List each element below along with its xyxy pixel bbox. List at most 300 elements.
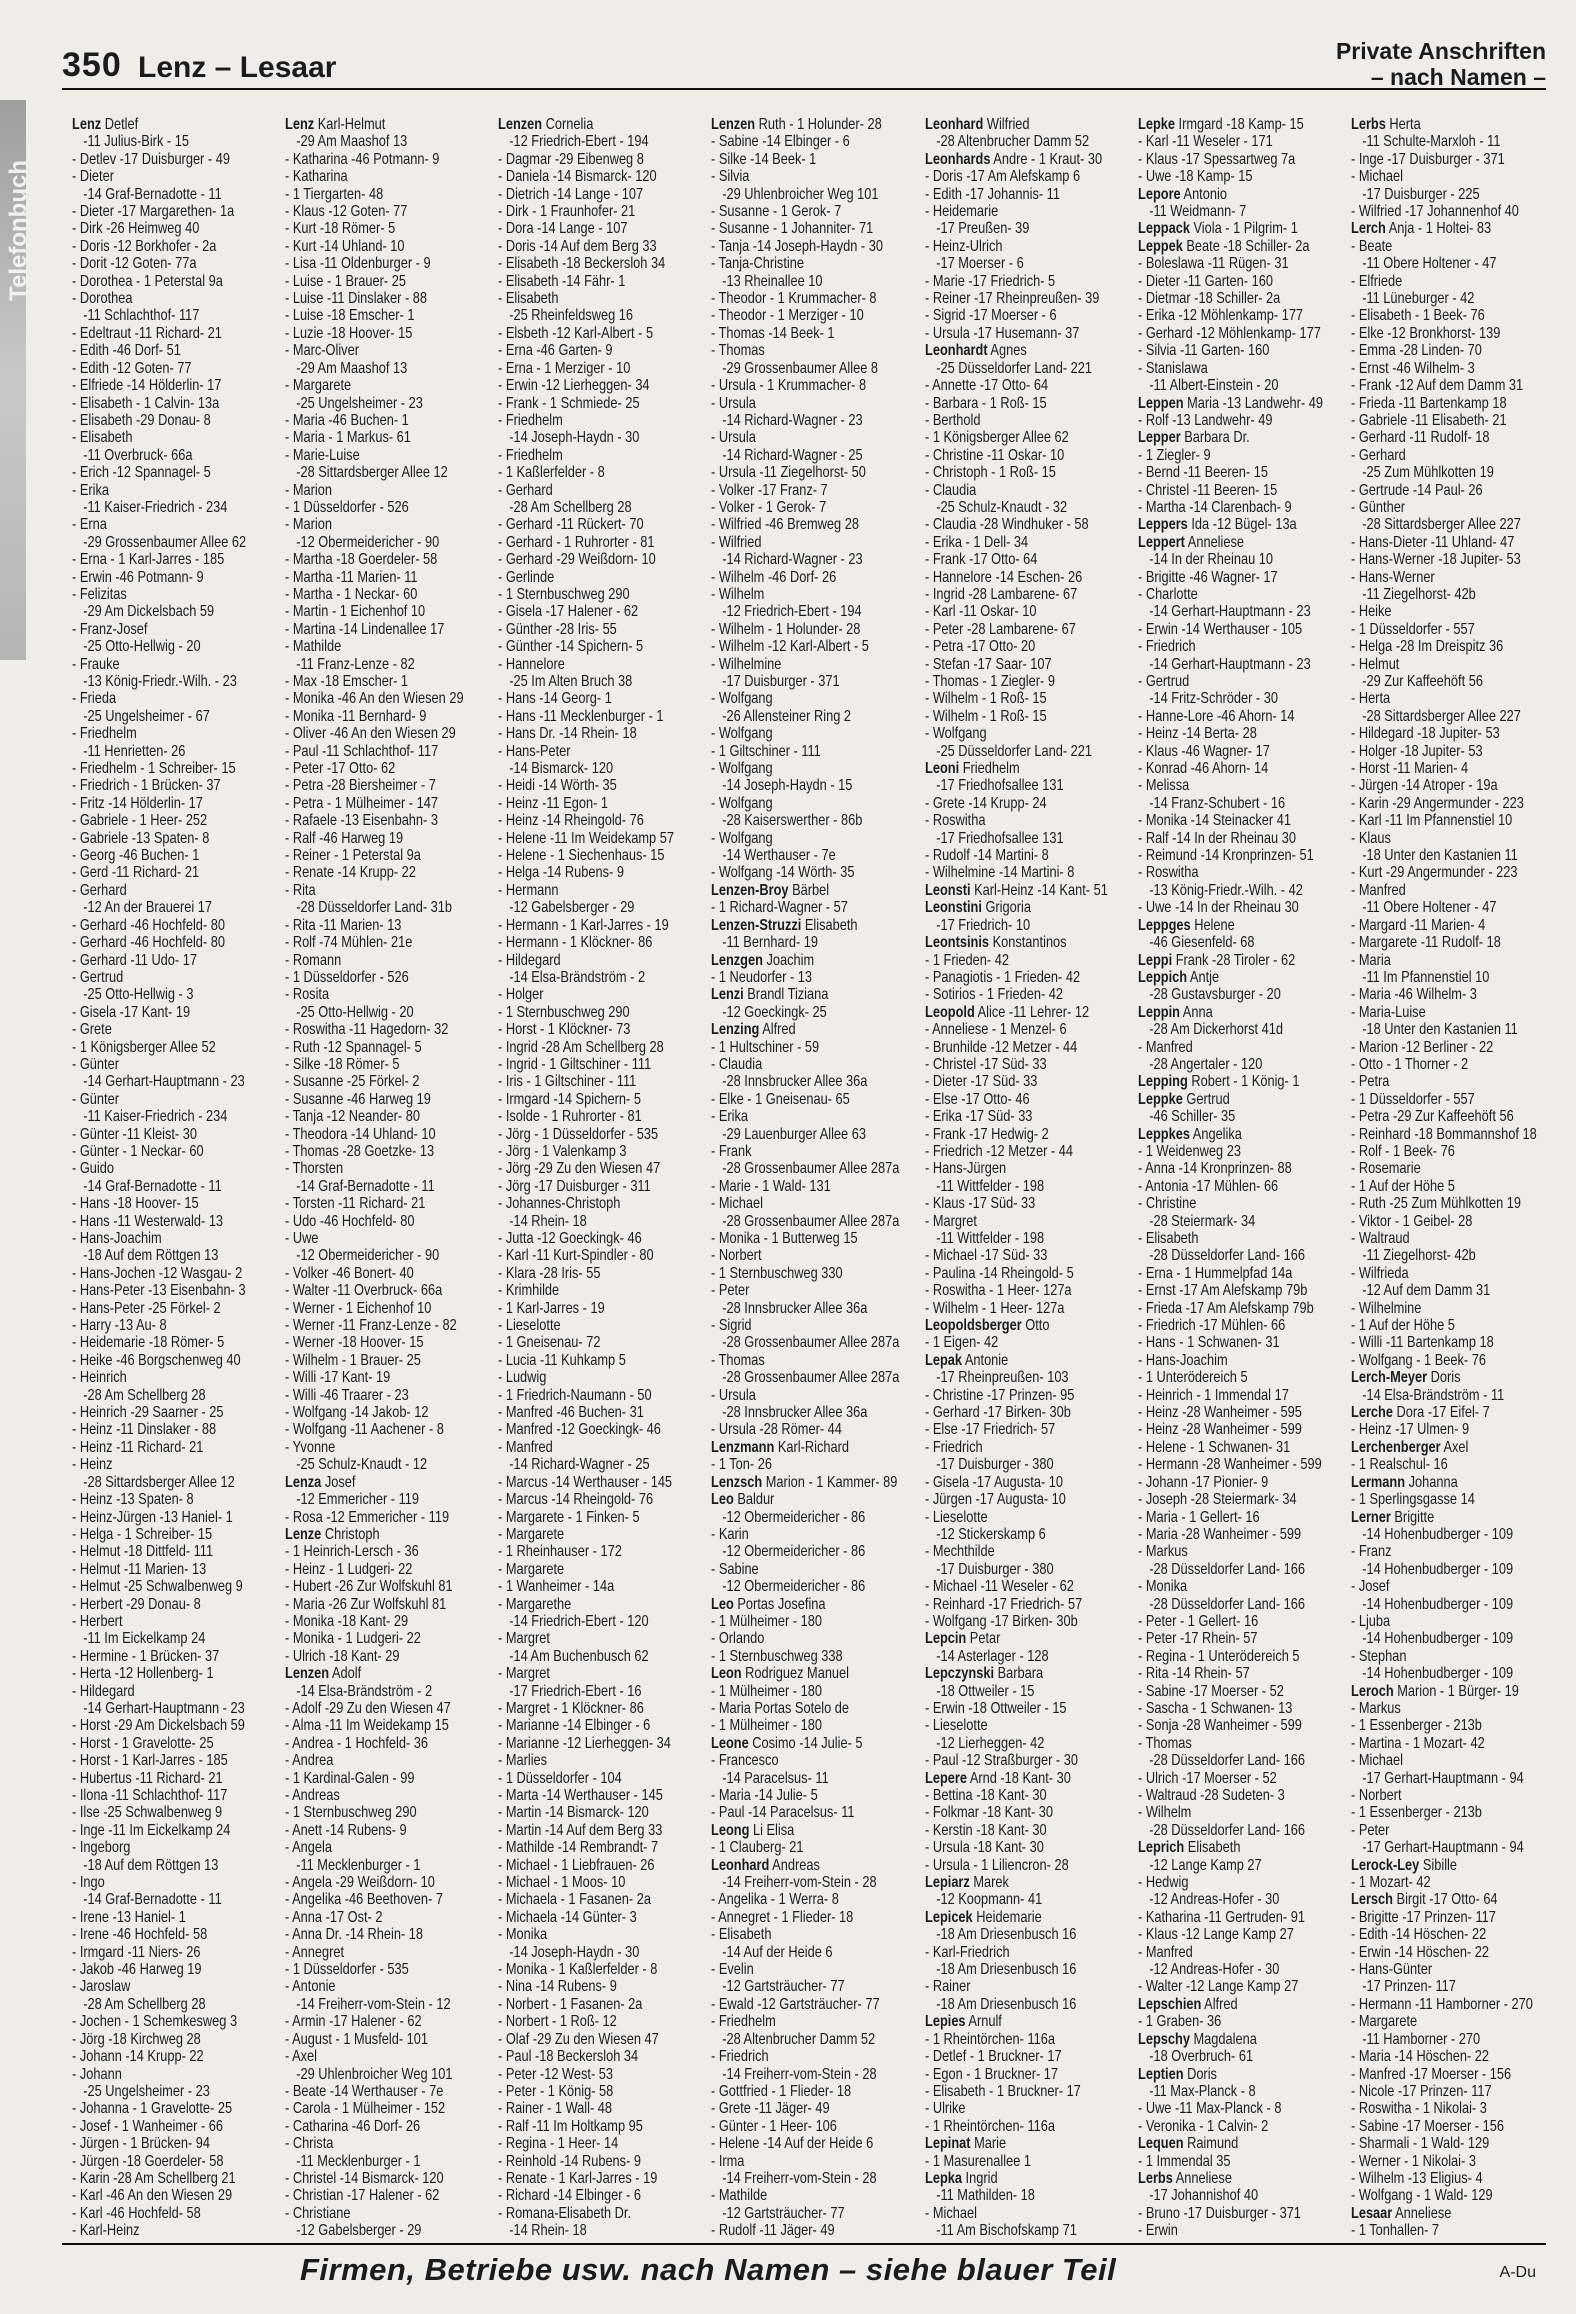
- listing-line: - Wolfgang: [711, 725, 774, 743]
- listing-line: -12 Gartsträucher- 77: [722, 1978, 845, 1996]
- entry-detail: Axel: [1440, 1438, 1469, 1456]
- listing-line: -13 Rheinallee 10: [722, 272, 823, 290]
- entry-detail: Christoph: [321, 1525, 380, 1543]
- listing-line: - Gerhard -11 Udo- 17: [72, 951, 197, 969]
- listing-line: - Jakob -46 Harweg 19: [72, 1961, 202, 1979]
- listing-line: - Silke -14 Beek- 1: [711, 150, 817, 168]
- listing-line: - Waltraud: [1350, 1230, 1410, 1247]
- listing-line: - Jörg -17 Duisburger - 311: [498, 1177, 652, 1195]
- listing-line: - Helga - 1 Schreiber- 15: [72, 1525, 213, 1543]
- section-title-line2: – nach Namen –: [1370, 64, 1546, 90]
- listing-line: - Wilhelm - 1 Roß- 15: [924, 707, 1047, 725]
- listing-line: -14 Graf-Bernadotte - 11: [83, 1177, 222, 1195]
- entry-detail: Li Elisa: [749, 1821, 795, 1839]
- entry-detail: Viola - 1 Pilgrim- 1: [1189, 220, 1298, 238]
- listing-line: - Tanja -12 Neander- 80: [285, 1108, 421, 1126]
- listing-line: - Ljuba: [1350, 1612, 1390, 1630]
- listing-line: - Marion -12 Berliner - 22: [1350, 1038, 1494, 1056]
- listing-line: - Edeltraut -11 Richard- 21: [72, 324, 222, 342]
- surname: Lepschy: [1137, 2030, 1190, 2048]
- listing-line: -28 Innsbrucker Allee 36a: [722, 1299, 868, 1317]
- surname-entry: [925, 882, 1128, 899]
- listing-line: - Heinz -14 Berta- 28: [1137, 725, 1257, 743]
- listing-line: - Konrad -46 Ahorn- 14: [1137, 760, 1268, 778]
- listing-line: - Anna -17 Ost- 2: [285, 1908, 383, 1926]
- listing-line: - Richard -14 Elbinger - 6: [498, 2187, 642, 2205]
- listing-line: -11 Wittfelder - 198: [935, 1230, 1044, 1247]
- surname: Lepicek: [924, 1908, 973, 1926]
- listing-line: - Adolf -29 Zu den Wiesen 47: [285, 1699, 451, 1717]
- listing-line: - Renate - 1 Karl-Jarres - 19: [498, 2169, 658, 2187]
- entry-detail: Heidemarie: [972, 1908, 1042, 1926]
- listing-line: - 1 Düsseldorfer - 557: [1350, 620, 1475, 638]
- listing-line: - 1 Mozart- 42: [1350, 1874, 1431, 1892]
- listing-line: - Erika: [711, 1108, 749, 1126]
- listing-line: - Hans-Jürgen: [924, 1160, 1006, 1178]
- entry-detail: Doris: [1426, 1369, 1461, 1387]
- listing-line: - Heidi -14 Wörth- 35: [498, 777, 618, 795]
- listing-line: - Wolfgang -17 Birken- 30b: [924, 1612, 1078, 1630]
- listing-line: - Jörg - 1 Valenkamp 3: [498, 1142, 627, 1160]
- listing-line: - Dorit -12 Goten- 77a: [72, 255, 197, 273]
- listing-line: - Detlef - 1 Bruckner- 17: [924, 2048, 1062, 2066]
- listing-line: - Susanne - 1 Gerok- 7: [711, 203, 842, 221]
- listing-line: - Klaus -12 Goten- 77: [285, 203, 408, 221]
- entry-detail: Arnd -18 Kant- 30: [966, 1769, 1071, 1787]
- surname: Leonhard: [711, 1856, 770, 1874]
- listing-line: -14 Gerhart-Hauptmann - 23: [1148, 655, 1311, 673]
- listing-line: -14 Richard-Wagner - 25: [509, 1456, 650, 1474]
- listing-line: - Helene -11 Im Weidekamp 57: [498, 829, 675, 847]
- listing-line: -12 Auf dem Damm 31: [1362, 1282, 1491, 1300]
- listing-line: - Uwe -14 In der Rheinau 30: [1137, 899, 1299, 917]
- listing-line: - Ilona -11 Schlachthof- 117: [72, 1787, 228, 1804]
- surname: Leprich: [1137, 1839, 1184, 1857]
- listing-line: - 1 Auf der Höhe 5: [1350, 1177, 1455, 1195]
- listing-line: - Willi -17 Kant- 19: [285, 1369, 391, 1387]
- listing-line: - Gottfried - 1 Flieder- 18: [711, 2082, 852, 2100]
- listing-line: - Reinhard -17 Friedrich- 57: [924, 1595, 1082, 1613]
- listing-line: - Susanne - 1 Johanniter- 71: [711, 220, 874, 238]
- surname: Lepczynski: [924, 1665, 994, 1683]
- listing-line: - Barbara - 1 Roß- 15: [924, 394, 1047, 412]
- listing-line: -14 Fritz-Schröder - 30: [1148, 690, 1278, 708]
- listing-line: - Gerlinde: [498, 568, 555, 586]
- listing-line: - Hans-Dieter -11 Uhland- 47: [1350, 533, 1515, 551]
- listing-line: - Wilhelmine -14 Martini- 8: [924, 864, 1074, 882]
- surname-entry: [1138, 1004, 1341, 1021]
- listing-line: - Herta -12 Hollenberg- 1: [72, 1665, 214, 1683]
- listing-line: - Klara -28 Iris- 55: [498, 1264, 601, 1282]
- listing-line: - Erika -12 Möhlenkamp- 177: [1137, 307, 1303, 325]
- listing-line: -14 Richard-Wagner - 25: [722, 446, 864, 464]
- listing-line: - Wilfrieda: [1350, 1264, 1409, 1282]
- surname-entry: [1351, 1891, 1554, 1908]
- listing-line: - Christine -11 Oskar- 10: [924, 446, 1064, 464]
- listing-line: - Michaela -14 Günter- 3: [498, 1908, 638, 1926]
- surname-entry: [1138, 952, 1341, 969]
- listing-line: - Erna: [72, 516, 107, 534]
- listing-line: - Wilhelm -12 Karl-Albert - 5: [711, 638, 870, 656]
- listing-line: - Sotirios - 1 Frieden- 42: [924, 986, 1063, 1004]
- listing-line: -11 Am Bischofskamp 71: [935, 2222, 1077, 2238]
- surname: Lequen: [1137, 2135, 1184, 2153]
- surname: Lepies: [924, 2013, 966, 2031]
- listing-line: - Karl -11 Oskar- 10: [924, 603, 1036, 621]
- listing-line: - Silvia: [711, 168, 750, 186]
- listing-line: - Karin -28 Am Schellberg 21: [72, 2169, 236, 2187]
- listing-line: - Johannes-Christoph: [498, 1195, 621, 1213]
- listing-line: - Hermann - 1 Karl-Jarres - 19: [498, 916, 669, 934]
- listing-line: - Klaus -46 Wagner- 17: [1137, 742, 1270, 760]
- listing-line: - 1 Realschul- 16: [1350, 1456, 1448, 1474]
- listing-line: - Peter -17 Rhein- 57: [1137, 1630, 1258, 1648]
- surname-entry: [711, 1474, 914, 1491]
- listing-line: -14 Friedrich-Ebert - 120: [509, 1612, 649, 1630]
- listing-line: - Karl-Friedrich: [924, 1943, 1010, 1961]
- surname: Lersch: [1350, 1891, 1393, 1909]
- entry-detail: Ruth - 1 Holunder- 28: [755, 116, 883, 133]
- listing-line: - Elke - 1 Gneisenau- 65: [711, 1090, 851, 1108]
- listing-line: -14 Rhein- 18: [509, 1212, 588, 1230]
- listing-line: - Klaus -17 Süd- 33: [924, 1195, 1035, 1213]
- surname: Leppack: [1137, 220, 1190, 238]
- listing-line: -11 Im Pfannenstiel 10: [1362, 968, 1490, 986]
- listing-line: - Lisa -11 Oldenburger - 9: [285, 255, 431, 273]
- listing-line: - Friedrich: [711, 2048, 770, 2066]
- listing-line: -28 Düsseldorfer Land- 166: [1148, 1821, 1305, 1839]
- listing-line: - Yvonne: [285, 1438, 336, 1456]
- listing-line: -14 Joseph-Haydn - 30: [509, 1943, 640, 1961]
- listing-line: - Reiner - 1 Peterstal 9a: [285, 847, 422, 865]
- listing-line: -29 Uhlenbroicher Weg 101: [722, 185, 879, 203]
- listing-line: - Hans-Joachim: [1137, 1351, 1228, 1369]
- listing-line: - Marianne -12 Lierheggen- 34: [498, 1734, 672, 1752]
- listing-line: -14 Hohenbudberger - 109: [1362, 1525, 1513, 1543]
- listing-line: - Hildegard -18 Jupiter- 53: [1350, 725, 1500, 743]
- surname: Lerche: [1350, 1404, 1393, 1422]
- listing-line: - Dorothea - 1 Peterstal 9a: [72, 272, 223, 290]
- listing-line: -17 Friedhofsallee 131: [935, 829, 1064, 847]
- entry-detail: Gertrud: [1182, 1090, 1230, 1108]
- listing-line: -12 Gabelsberger - 29: [509, 899, 635, 917]
- listing-line: - Claudia: [711, 1055, 763, 1073]
- listing-line: - Sharmali - 1 Wald- 129: [1350, 2135, 1490, 2153]
- listing-line: - Maria-Luise: [1350, 1003, 1426, 1021]
- surname: Lerch-Meyer: [1350, 1369, 1427, 1387]
- entry-detail: Wilfried: [982, 116, 1030, 133]
- listing-line: - Luise -11 Dinslaker - 88: [285, 290, 428, 308]
- listing-line: - Hubertus -11 Richard- 21: [72, 1769, 223, 1787]
- listing-line: - Grete: [72, 1021, 112, 1039]
- listing-line: - Mathilde -14 Rembrandt- 7: [498, 1839, 659, 1857]
- listing-line: - Gerhard -17 Birken- 30b: [924, 1404, 1071, 1422]
- listing-line: - Christel -17 Süd- 33: [924, 1055, 1047, 1073]
- listing-line: - 1 Karl-Jarres - 19: [498, 1299, 605, 1317]
- listing-line: - Holger: [498, 986, 544, 1004]
- listing-line: - Josef - 1 Wanheimer - 66: [72, 2117, 224, 2135]
- listing-line: - Gertrud: [72, 968, 124, 986]
- listing-line: - Dirk -26 Heimweg 40: [72, 220, 200, 238]
- listing-line: - Wolfgang: [924, 725, 987, 743]
- surname-entry: [1138, 1126, 1341, 1143]
- listing-line: - Hans Dr. -14 Rhein- 18: [498, 725, 638, 743]
- listing-line: - Heinz -13 Spaten- 8: [72, 1491, 194, 1509]
- listing-line: - Wolfgang -14 Wörth- 35: [711, 864, 855, 882]
- surname: Leptien: [1137, 2065, 1184, 2083]
- listing-line: - Otto - 1 Thorner - 2: [1350, 1055, 1468, 1073]
- listing-line: - Johann -17 Pionier- 9: [1137, 1473, 1268, 1491]
- surname-entry: [925, 899, 1128, 916]
- listing-line: - Evelin: [711, 1961, 755, 1979]
- listing-line: -28 Grossenbaumer Allee 287a: [722, 1160, 900, 1178]
- listing-line: -12 Obermeidericher - 86: [722, 1543, 866, 1561]
- listing-line: - 1 Immendal 35: [1137, 2152, 1231, 2170]
- listing-line: - Hildegard: [72, 1682, 135, 1700]
- listing-line: - Irmgard -14 Spichern- 5: [498, 1090, 642, 1108]
- listing-line: -14 Gerhart-Hauptmann - 23: [83, 1073, 245, 1091]
- listing-line: - Regina - 1 Unterödereich 5: [1137, 1647, 1300, 1665]
- entry-detail: Brigitte: [1390, 1508, 1435, 1526]
- listing-line: -18 Overbruch- 61: [1148, 2048, 1253, 2066]
- listing-line: - Marie-Luise: [285, 446, 360, 464]
- listing-line: - Wilhelmine: [711, 655, 782, 673]
- surname: Leppers: [1137, 516, 1188, 534]
- listing-line: - Günter -11 Kleist- 30: [72, 1125, 197, 1143]
- listing-line: -11 Franz-Lenze - 82: [296, 655, 415, 673]
- listing-line: - Iris - 1 Giltschiner - 111: [498, 1073, 637, 1091]
- listing-line: - Ulrich -17 Moerser - 52: [1137, 1769, 1277, 1787]
- listing-line: - Hildegard: [498, 951, 561, 969]
- listing-line: - 1 Clauberg- 21: [711, 1839, 804, 1857]
- listing-line: -28 Innsbrucker Allee 36a: [722, 1404, 868, 1422]
- listing-line: - 1 Königsberger Allee 62: [924, 429, 1069, 447]
- listing-line: - Karin: [711, 1525, 750, 1543]
- listing-line: - Elsbeth -12 Karl-Albert - 5: [498, 324, 654, 342]
- listing-line: - Maria - 1 Gellert- 16: [1137, 1508, 1260, 1526]
- listing-line: - Angela: [285, 1839, 333, 1857]
- listing-line: - Claudia -28 Windhuker - 58: [924, 516, 1089, 534]
- listing-line: -28 Am Dickerhorst 41d: [1148, 1021, 1283, 1039]
- listing-line: -11 Ziegelhorst- 42b: [1362, 585, 1476, 603]
- listing-line: - Margret - 1 Klöckner- 86: [498, 1699, 645, 1717]
- listing-line: - 1 Wanheimer - 14a: [498, 1578, 615, 1596]
- listing-line: - Jürgen -14 Atroper - 19a: [1350, 777, 1498, 795]
- listing-line: - Karl -11 Im Pfannenstiel 10: [1350, 812, 1513, 830]
- listing-line: -11 Max-Planck - 8: [1148, 2082, 1256, 2100]
- listing-line: - Wolfgang: [711, 794, 774, 812]
- listing-line: - Dieter -17 Süd- 33: [924, 1073, 1037, 1091]
- listing-line: - Peter - 1 Gellert- 16: [1137, 1612, 1258, 1630]
- listing-line: - Horst - 1 Klöckner- 73: [498, 1021, 631, 1039]
- entry-detail: Grigoria: [981, 899, 1031, 917]
- listing-line: - Erika: [72, 481, 109, 499]
- listing-line: - Martha -18 Goerdeler- 58: [285, 551, 438, 569]
- listing-line: - Maria -46 Buchen- 1: [285, 411, 409, 429]
- listing-line: - Wilhelm: [1137, 1804, 1192, 1822]
- listing-line: - 1 Düsseldorfer - 104: [498, 1769, 623, 1787]
- footer-code: A-Du: [1499, 2264, 1536, 2281]
- listing-line: - 1 Essenberger - 213b: [1350, 1717, 1482, 1735]
- listing-line: -14 Hohenbudberger - 109: [1362, 1665, 1513, 1683]
- entry-detail: Cornelia: [542, 116, 594, 133]
- header-rule: [62, 88, 1546, 90]
- listing-line: - Else -17 Friedrich- 57: [924, 1421, 1055, 1439]
- entry-detail: Maria -13 Landwehr- 49: [1183, 394, 1323, 412]
- surname: Lepore: [1137, 185, 1181, 203]
- listing-line: -11 Obere Holtener - 47: [1362, 899, 1497, 917]
- listing-line: - Hermann -11 Hamborner - 270: [1350, 1995, 1533, 2013]
- entry-detail: Alfred: [759, 1021, 797, 1039]
- listing-line: -28 Am Schellberg 28: [83, 1995, 206, 2013]
- listing-line: - Romana-Elisabeth Dr.: [498, 2204, 632, 2222]
- listing-line: - Nicole -17 Prinzen- 117: [1350, 2082, 1492, 2100]
- listing-line: - Erwin -46 Potmann- 9: [72, 568, 204, 586]
- entry-detail: Elisabeth: [801, 916, 858, 934]
- listing-line: - 1 Weidenweg 23: [1137, 1142, 1241, 1160]
- listing-line: - 1 Neudorfer - 13: [711, 968, 813, 986]
- listing-line: - Michael -11 Weseler - 62: [924, 1578, 1074, 1596]
- listing-line: -14 Graf-Bernadotte - 11: [83, 1891, 222, 1909]
- entry-detail: Antje: [1186, 968, 1219, 986]
- listing-line: - Martha -14 Clarenbach- 9: [1137, 498, 1292, 516]
- listing-line: - Karl -11 Kurt-Spindler - 80: [498, 1247, 654, 1265]
- listing-line: - 1 Essenberger - 213b: [1350, 1804, 1482, 1822]
- section-title: [1336, 38, 1546, 90]
- listing-line: - Sigrid: [711, 1317, 752, 1335]
- footer-note: Firmen, Betriebe usw. nach Namen – siehe blauer Teil: [300, 2252, 1117, 2287]
- listing-line: - Herbert -29 Donau- 8: [72, 1595, 201, 1613]
- listing-line: - Regina - 1 Heer- 14: [498, 2135, 619, 2153]
- listing-line: - Anett -14 Rubens- 9: [285, 1821, 407, 1839]
- listing-line: - Ursula: [711, 1386, 757, 1404]
- surname: Lerbs: [1137, 2169, 1173, 2187]
- surname: Leong: [711, 1821, 750, 1839]
- entry-detail: Marion - 1 Kammer- 89: [762, 1473, 898, 1491]
- listing-line: - Günther -14 Spichern- 5: [498, 638, 644, 656]
- surname-entry: [711, 1439, 914, 1456]
- entry-detail: Johanna: [1404, 1473, 1458, 1491]
- listing-line: - Erika - 1 Dell- 34: [924, 533, 1028, 551]
- surname-entry: [1351, 1857, 1554, 1874]
- surname-entry: [1138, 1091, 1341, 1108]
- listing-line: - 1 Eigen- 42: [924, 1334, 998, 1352]
- surname: Leopoldsberger: [924, 1317, 1022, 1335]
- surname-entry: [711, 1735, 914, 1752]
- listing-line: - Edith -12 Goten- 77: [72, 359, 192, 377]
- listing-line: - Gabriele - 1 Heer- 252: [72, 812, 208, 830]
- listing-line: - Michael - 1 Moos- 10: [498, 1874, 626, 1892]
- listing-line: -11 Lüneburger - 42: [1362, 290, 1475, 308]
- listing-line: - Anneliese - 1 Menzel- 6: [924, 1021, 1067, 1039]
- listing-line: - Erwin: [1137, 2222, 1178, 2238]
- listing-line: -12 Obermeidericher - 86: [722, 1578, 866, 1596]
- listing-line: - Romann: [285, 951, 342, 969]
- listing-line: - Marion: [285, 481, 333, 499]
- listing-line: -25 Schulz-Knaudt - 12: [296, 1456, 428, 1474]
- listing-line: - Hans-Jochen -12 Wasgau- 2: [72, 1264, 243, 1282]
- listing-line: - Paul -11 Schlachthof- 117: [285, 742, 439, 760]
- listing-line: -18 Auf dem Röttgen 13: [83, 1247, 219, 1265]
- listing-line: - Edith -46 Dorf- 51: [72, 342, 181, 360]
- listing-line: - Olaf -29 Zu den Wiesen 47: [498, 2030, 660, 2048]
- listing-line: -14 Gerhart-Hauptmann - 23: [83, 1699, 245, 1717]
- listing-line: - Manfred -17 Moerser - 156: [1350, 2065, 1511, 2083]
- surname: Lermann: [1350, 1473, 1405, 1491]
- surname-entry: [711, 986, 914, 1003]
- surname: Lepiarz: [924, 1874, 970, 1892]
- listing-line: - 1 Rheintörchen- 116a: [924, 2117, 1055, 2135]
- listing-line: - Maria -14 Höschen- 22: [1350, 2048, 1489, 2066]
- listing-line: - Reinhard -18 Bommannshof 18: [1350, 1125, 1537, 1143]
- listing-line: -14 Werthauser - 7e: [722, 847, 837, 865]
- listing-line: -28 Düsseldorfer Land- 166: [1148, 1752, 1305, 1770]
- listing-line: - Hans -11 Mecklenburger - 1: [498, 707, 664, 725]
- surname-entry: [711, 952, 914, 969]
- listing-line: -18 Unter den Kastanien 11: [1362, 847, 1518, 865]
- listing-line: -18 Am Driesenbusch 16: [935, 1926, 1076, 1944]
- listing-line: - Ingrid -28 Lambarene- 67: [924, 585, 1077, 603]
- listing-line: -25 Ungelsheimer - 23: [296, 394, 423, 412]
- listing-line: - Maria - 1 Markus- 61: [285, 429, 412, 447]
- listing-line: - Ralf -11 Im Holtkamp 95: [498, 2117, 644, 2135]
- surname-entry: [1351, 1683, 1554, 1700]
- surname-entry: [925, 1630, 1128, 1647]
- listing-line: -11 Ziegelhorst- 42b: [1362, 1247, 1476, 1265]
- listing-line: - 1 Ziegler- 9: [1137, 446, 1211, 464]
- listing-line: - Thomas -14 Beek- 1: [711, 324, 835, 342]
- listing-line: - 1 Sternbuschweg 290: [498, 585, 630, 603]
- listing-line: -11 Albert-Einstein - 20: [1148, 377, 1279, 395]
- listing-line: - Volker - 1 Gerok- 7: [711, 498, 827, 516]
- listing-line: - Heinz -17 Ulmen- 9: [1350, 1421, 1469, 1439]
- listing-line: -12 Friedrich-Ebert - 194: [722, 603, 863, 621]
- listing-line: - 1 Mülheimer - 180: [711, 1612, 823, 1630]
- surname: Leon: [711, 1665, 742, 1683]
- listing-line: - 1 Königsberger Allee 52: [72, 1038, 216, 1056]
- surname-entry: [1351, 1439, 1554, 1456]
- surname-entry: [1138, 186, 1341, 203]
- listing-line: - Helmut -18 Dittfeld- 111: [72, 1543, 214, 1561]
- listing-line: - 1 Kaßlerfelder - 8: [498, 464, 605, 482]
- listing-line: - Antonia -17 Mühlen- 66: [1137, 1177, 1278, 1195]
- listing-line: - Günther -28 Iris- 55: [498, 620, 618, 638]
- listing-line: -29 Zur Kaffeehöft 56: [1362, 673, 1483, 690]
- listing-line: -14 In der Rheinau 10: [1148, 551, 1273, 569]
- listing-line: -14 Hohenbudberger - 109: [1362, 1595, 1513, 1613]
- listing-line: - 1 Düsseldorfer - 526: [285, 498, 409, 516]
- listing-line: - Rudolf -11 Jäger- 49: [711, 2222, 835, 2238]
- listing-line: - Ewald -12 Gartsträucher- 77: [711, 1995, 881, 2013]
- surname: Lepak: [924, 1351, 962, 1369]
- listing-line: - 1 Unterödereich 5: [1137, 1369, 1248, 1387]
- surname: Lenzen-Struzzi: [711, 916, 802, 934]
- entry-detail: Dora -17 Eifel- 7: [1392, 1404, 1490, 1422]
- listing-line: - Uwe -18 Kamp- 15: [1137, 168, 1253, 186]
- entry-detail: Andreas: [769, 1856, 821, 1874]
- listing-line: - Brigitte -17 Prinzen- 117: [1350, 1908, 1496, 1926]
- listing-line: - Jürgen -17 Augusta- 10: [924, 1491, 1066, 1509]
- surname-entry: [711, 1665, 914, 1682]
- surname-entry: [1138, 1073, 1341, 1090]
- listing-line: - Günter: [72, 1090, 119, 1108]
- surname: Lenza: [285, 1473, 322, 1491]
- page-header: [62, 28, 1546, 90]
- surname: Leoni: [924, 760, 959, 778]
- listing-line: - Margarethe: [498, 1595, 572, 1613]
- listing-line: -14 Bismarck- 120: [509, 760, 614, 778]
- listing-line: - Monika -14 Steinacker 41: [1137, 812, 1291, 830]
